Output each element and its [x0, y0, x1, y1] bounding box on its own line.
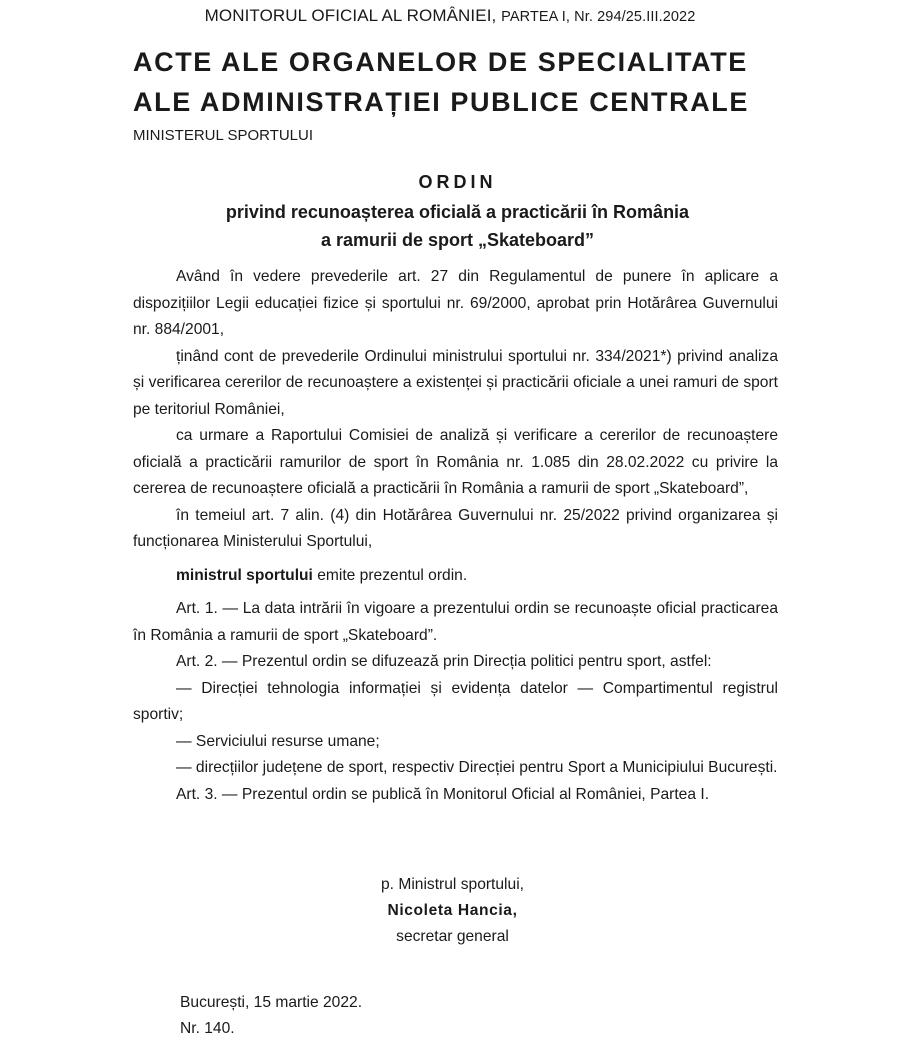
issue-reference: PARTEA I, Nr. 294/25.III.2022: [501, 9, 696, 25]
article-2-item-2: — Serviciului resurse umane;: [176, 732, 380, 750]
article-1: Art. 1. — La data intrării în vigoare a prezentului ordin se recunoaște oficial practicarea în România a ramurii de sport „Skateboard”.: [133, 600, 778, 644]
preamble-paragraph-2: ținând cont de prevederile Ordinului ministrului sportului nr. 334/2021*) privind analiza și verificarea cererilor de recunoaștere a existenței și practicării oficiale a unei ramuri de sport pe teritoriul României,: [133, 347, 778, 418]
signatory-role: secretar general: [396, 928, 509, 945]
signatory-name: Nicoleta Hancia,: [387, 902, 518, 919]
signature-on-behalf: p. Ministrul sportului,: [381, 876, 524, 893]
section-title-line-2: ALE ADMINISTRAȚIEI PUBLICE CENTRALE: [133, 87, 749, 117]
order-subtitle-line-2: a ramurii de sport „Skateboard”: [320, 230, 595, 250]
issuer-rest: emite prezentul ordin.: [312, 566, 468, 584]
section-title: [133, 42, 749, 122]
issuing-ministry: MINISTERUL SPORTULUI: [133, 127, 314, 144]
order-subtitle-line-1: privind recunoașterea oficială a practicării în România: [225, 202, 690, 222]
signature-block: [280, 872, 625, 950]
preamble-paragraph-3: ca urmare a Raportului Comisiei de analiză și verificare a cererilor de recunoaștere oficială a practicării ramurilor de sport în România nr. 1.085 din 28.02.2022 cu privire la cererea de recunoaștere oficială a practicării în România a ramurii de sport „Skateboard”,: [133, 427, 778, 497]
article-3: Art. 3. — Prezentul ordin se publică în Monitorul Oficial al României, Partea I.: [176, 785, 710, 803]
publication-name: MONITORUL OFICIAL AL ROMÂNIEI,: [204, 6, 502, 25]
order-number: Nr. 140.: [180, 1020, 235, 1037]
place-and-date: București, 15 martie 2022.: [180, 994, 363, 1011]
article-2: Art. 2. — Prezentul ordin se difuzează prin Direcția politici pentru sport, astfel:: [176, 653, 712, 670]
issuer-statement: [133, 563, 778, 590]
order-title: ORDIN: [418, 172, 497, 192]
preamble-paragraph-1: Având în vedere prevederile art. 27 din Regulamentul de punere în aplicare a dispozițiilor Legii educației fizice și sportului nr. 69/2000, aprobat prin Hotărârea Guvernului nr. 884/2001,: [133, 268, 778, 338]
preamble-paragraph-4: în temeiul art. 7 alin. (4) din Hotărârea Guvernului nr. 25/2022 privind organizarea și funcționarea Ministerului Sportului,: [133, 506, 778, 550]
section-title-line-1: ACTE ALE ORGANELOR DE SPECIALITATE: [133, 47, 748, 77]
running-header: [0, 6, 900, 26]
article-2-item-3: — direcțiilor județene de sport, respectiv Direcției pentru Sport a Municipiului București.: [176, 759, 778, 776]
issuer-bold: ministrul sportului: [176, 566, 313, 584]
article-2-item-1: — Direcției tehnologia informației și evidența datelor — Compartimentul registrul sportiv;: [133, 679, 778, 723]
document-footer: [180, 990, 362, 1042]
order-body: [133, 264, 778, 808]
